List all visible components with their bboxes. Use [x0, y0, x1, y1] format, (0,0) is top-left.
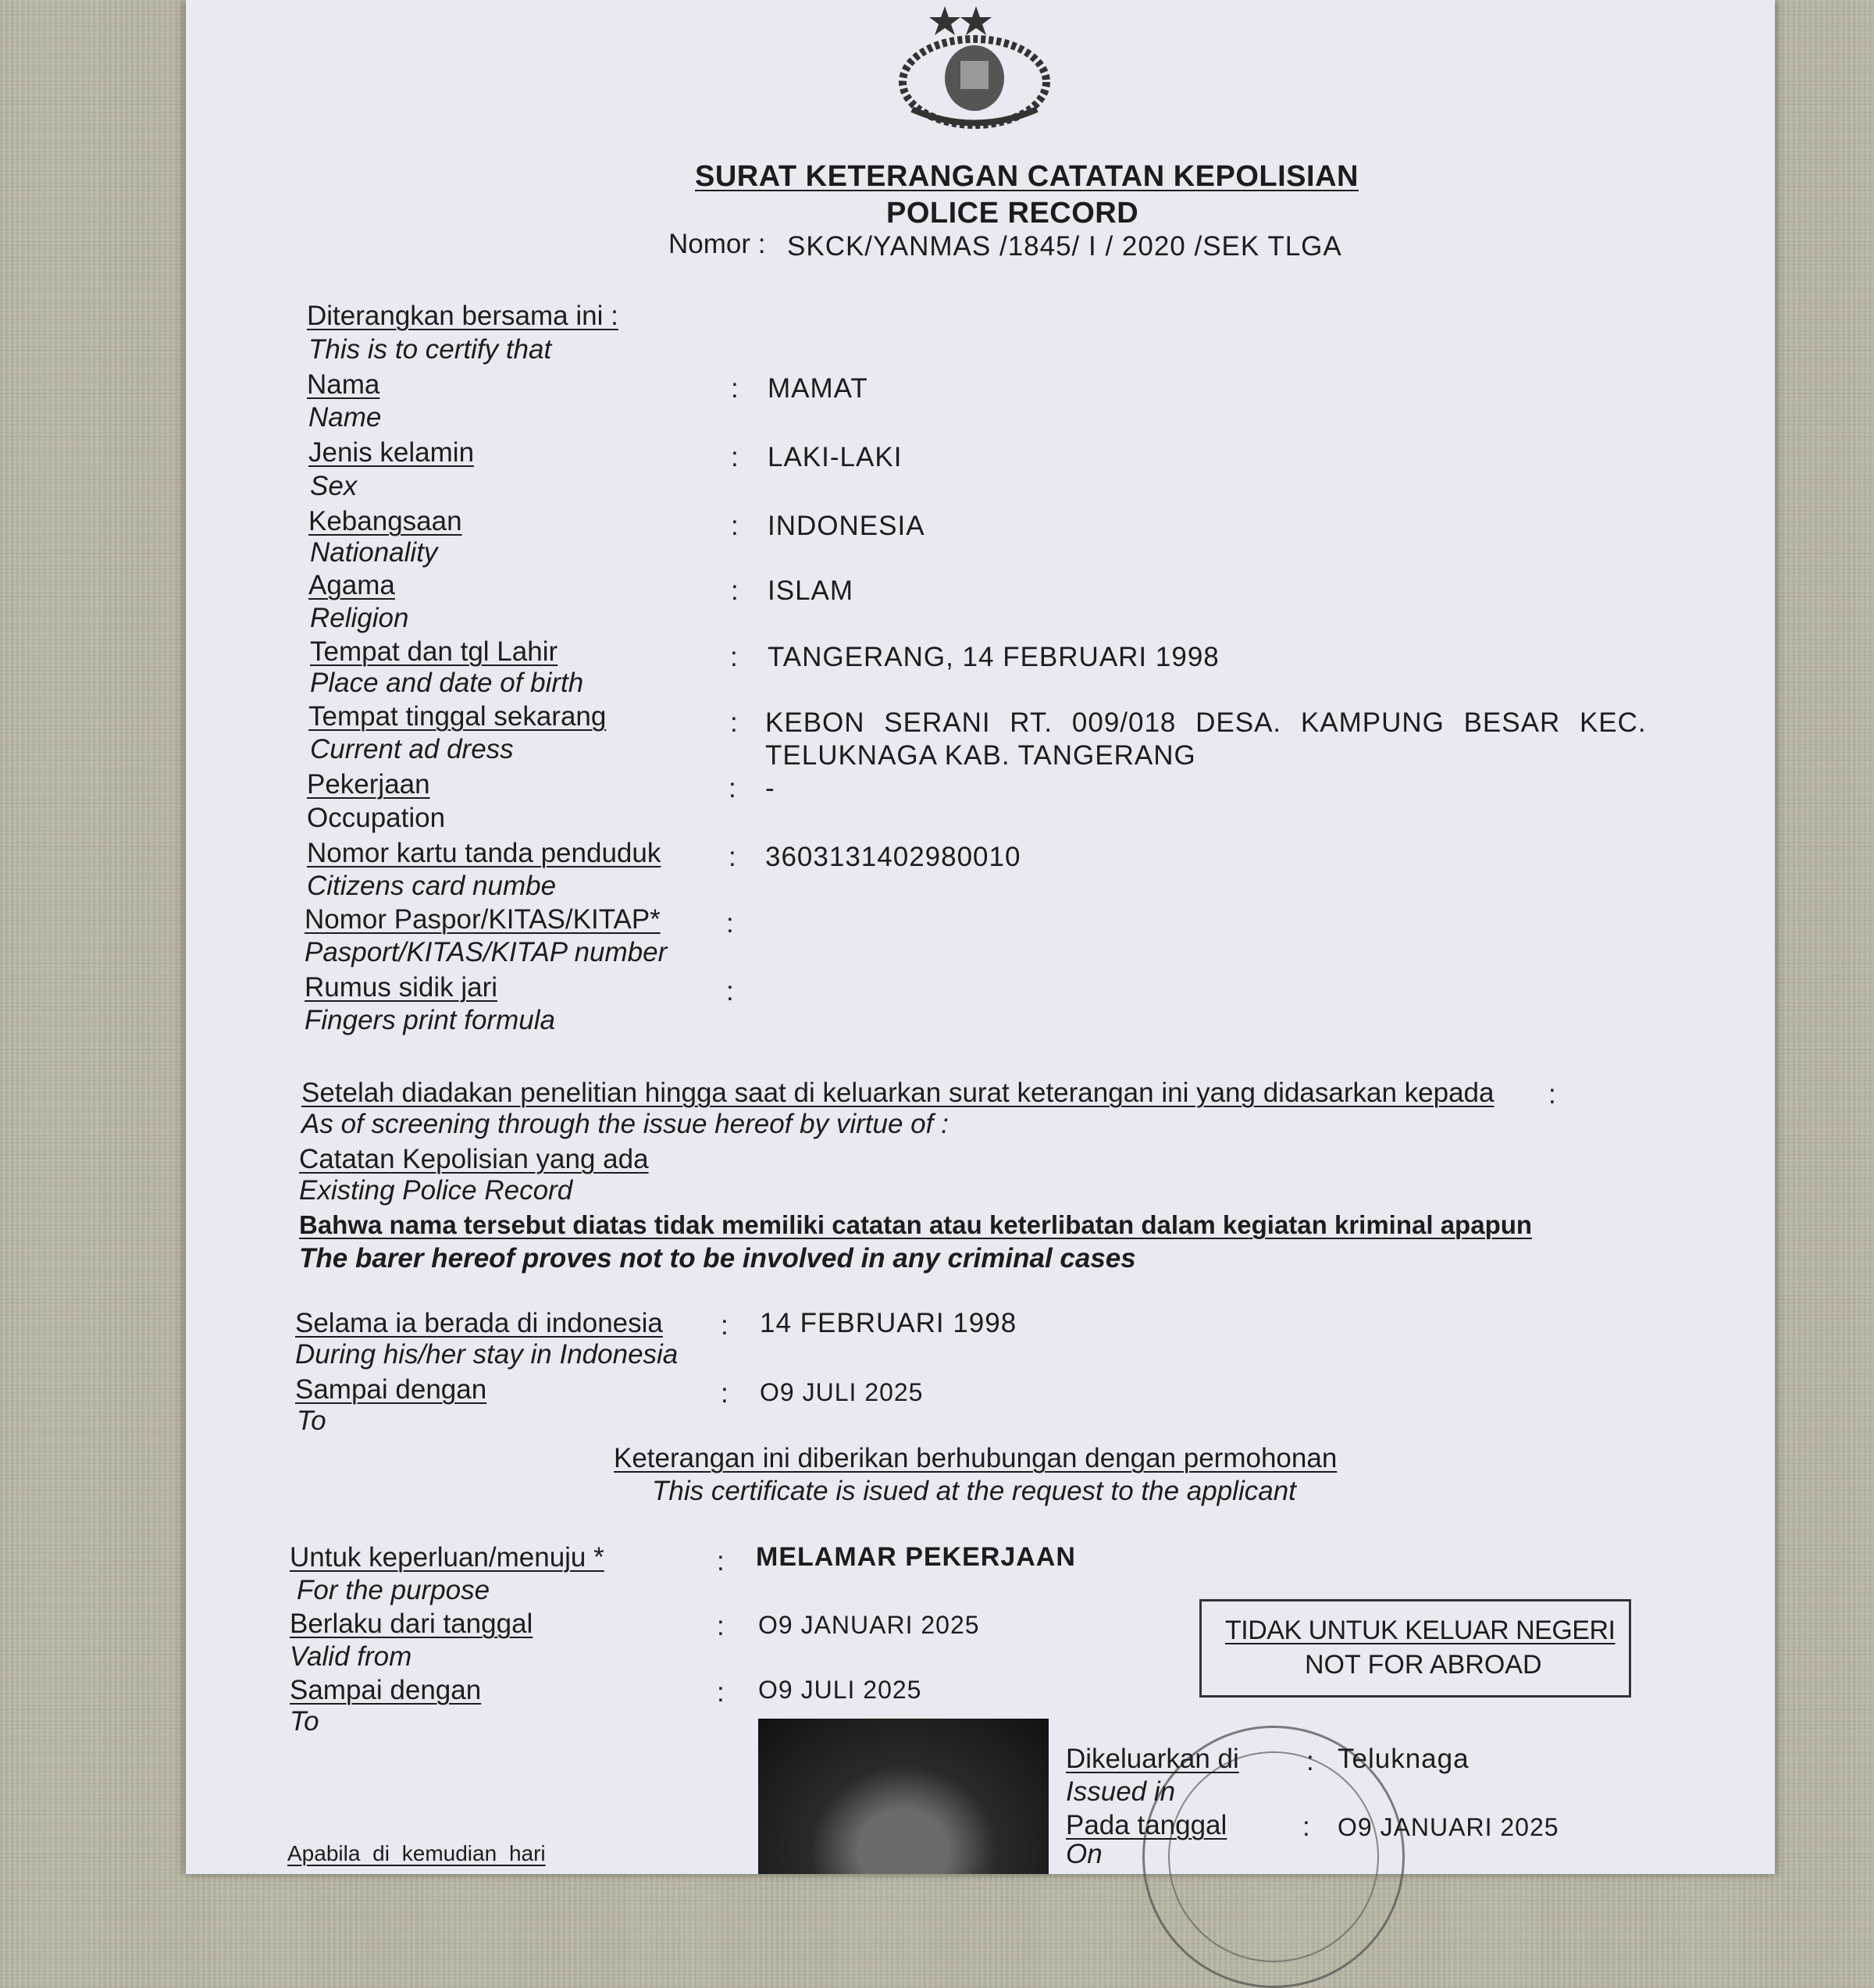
field-label-id: Rumus sidik jari	[305, 972, 497, 1003]
request-en: This certificate is isued at the request to the applicant	[652, 1476, 1296, 1506]
field-label-en: Name	[308, 402, 382, 433]
field-colon: :	[731, 511, 739, 541]
screening-en: As of screening through the issue hereof by virtue of :	[301, 1109, 949, 1139]
field-value-religion: ISLAM	[768, 575, 854, 606]
field-value-address-line2: TELUKNAGA KAB. TANGERANG	[765, 740, 1196, 771]
field-label-en: Religion	[310, 603, 409, 633]
issued-label-id: Dikeluarkan di	[1066, 1744, 1239, 1774]
field-label-en: Pasport/KITAS/KITAP number	[305, 937, 668, 967]
not-for-abroad-stamp	[1199, 1599, 1631, 1698]
field-value-sex: LAKI-LAKI	[768, 442, 903, 472]
intro-id: Diterangkan bersama ini :	[307, 301, 618, 331]
field-colon: :	[726, 908, 734, 939]
field-value-occupation: -	[765, 773, 775, 803]
stay-colon: :	[721, 1310, 729, 1341]
field-label-id: Nama	[307, 369, 380, 400]
field-label-en: Nationality	[310, 537, 438, 568]
issued-label-en: Issued in	[1066, 1776, 1176, 1807]
field-colon: :	[729, 842, 736, 872]
intro-en: This is to certify that	[308, 334, 552, 365]
stay-label-en: To	[297, 1405, 326, 1436]
valid-from-value: O9 JANUARI 2025	[758, 1611, 980, 1639]
stay-label-id: Selama ia berada di indonesia	[295, 1308, 663, 1338]
record-en: Existing Police Record	[299, 1175, 573, 1206]
field-label-en: Sex	[310, 471, 358, 501]
field-colon: :	[730, 707, 738, 738]
police-emblem-icon	[889, 0, 1060, 133]
field-value-nationality: INDONESIA	[768, 511, 925, 541]
field-value-address: KEBON SERANI RT. 009/018 DESA. KAMPUNG BESAR KEC.	[765, 707, 1647, 738]
screening-id-suffix: :	[1548, 1079, 1556, 1110]
field-label-en: Place and date of birth	[310, 668, 584, 698]
stay-label-id: Sampai dengan	[295, 1374, 487, 1405]
stay-value-to: O9 JULI 2025	[760, 1378, 924, 1406]
field-label-id: Jenis kelamin	[308, 437, 475, 468]
purpose-label-en: For the purpose	[297, 1575, 490, 1605]
stay-label-en: During his/her stay in Indonesia	[295, 1339, 679, 1370]
purpose-colon: :	[717, 1546, 725, 1577]
field-colon: :	[730, 642, 738, 672]
stamp-line2: NOT FOR ABROAD	[1305, 1650, 1542, 1680]
field-colon: :	[731, 442, 739, 472]
field-label-id: Nomor kartu tanda penduduk	[307, 838, 661, 868]
purpose-label-id: Sampai dengan	[290, 1675, 482, 1705]
issued-colon: :	[1306, 1746, 1314, 1776]
field-value-id-number: 3603131402980010	[765, 842, 1021, 872]
field-label-en: Occupation	[307, 803, 446, 833]
police-record-document	[186, 0, 1775, 1874]
result-id: Bahwa nama tersebut diatas tidak memiliki catatan atau keterlibatan dalam kegiatan kriminal apapun	[299, 1210, 1533, 1239]
purpose-label-id: Berlaku dari tanggal	[290, 1609, 533, 1639]
purpose-value: MELAMAR PEKERJAAN	[756, 1542, 1076, 1572]
field-label-id: Nomor Paspor/KITAS/KITAP*	[305, 904, 661, 935]
field-value-birth: TANGERANG, 14 FEBRUARI 1998	[768, 642, 1220, 672]
purpose-colon: :	[717, 1677, 725, 1708]
purpose-colon: :	[717, 1611, 725, 1641]
field-value-name: MAMAT	[768, 373, 868, 404]
field-label-id: Kebangsaan	[308, 506, 462, 536]
applicant-photo	[758, 1719, 1049, 1874]
field-colon: :	[731, 373, 739, 404]
field-label-id: Pekerjaan	[307, 769, 430, 800]
field-colon: :	[729, 773, 736, 803]
purpose-label-en: Valid from	[290, 1641, 412, 1672]
document-number: SKCK/YANMAS /1845/ I / 2020 /SEK TLGA	[787, 231, 1342, 262]
field-label-id: Agama	[308, 570, 395, 600]
record-id: Catatan Kepolisian yang ada	[299, 1144, 649, 1174]
result-en: The barer hereof proves not to be involved in any criminal cases	[299, 1243, 1136, 1274]
document-number-label: Nomor :	[668, 229, 766, 259]
document-subtitle: POLICE RECORD	[886, 197, 1139, 230]
document-title: SURAT KETERANGAN CATATAN KEPOLISIAN	[695, 160, 1359, 193]
valid-to-value: O9 JULI 2025	[758, 1676, 922, 1704]
stay-colon: :	[721, 1378, 729, 1409]
field-label-id: Tempat dan tgl Lahir	[310, 636, 558, 667]
field-label-en: Current ad dress	[310, 734, 514, 764]
purpose-label-id: Untuk keperluan/menuju *	[290, 1542, 604, 1573]
field-label-id: Tempat tinggal sekarang	[308, 701, 607, 732]
issued-label-id: Pada tanggal	[1066, 1810, 1227, 1840]
purpose-label-en: To	[290, 1706, 319, 1737]
issued-label-en: On	[1066, 1839, 1103, 1869]
field-label-en: Citizens card numbe	[307, 871, 557, 901]
field-label-en: Fingers print formula	[305, 1005, 555, 1035]
field-colon: :	[731, 575, 739, 606]
issued-date-value: O9 JANUARI 2025	[1338, 1813, 1559, 1841]
field-colon: :	[726, 976, 734, 1006]
issued-place-value: Teluknaga	[1338, 1744, 1470, 1774]
issued-colon: :	[1302, 1812, 1310, 1842]
stamp-line1: TIDAK UNTUK KELUAR NEGERI	[1225, 1616, 1616, 1645]
footer-note: Apabila di kemudian hari	[287, 1841, 546, 1865]
screening-id: Setelah diadakan penelitian hingga saat di keluarkan surat keterangan ini yang didasarkan kepada	[301, 1078, 1495, 1108]
request-id: Keterangan ini diberikan berhubungan dengan permohonan	[614, 1443, 1338, 1473]
stay-value-from: 14 FEBRUARI 1998	[760, 1308, 1017, 1338]
